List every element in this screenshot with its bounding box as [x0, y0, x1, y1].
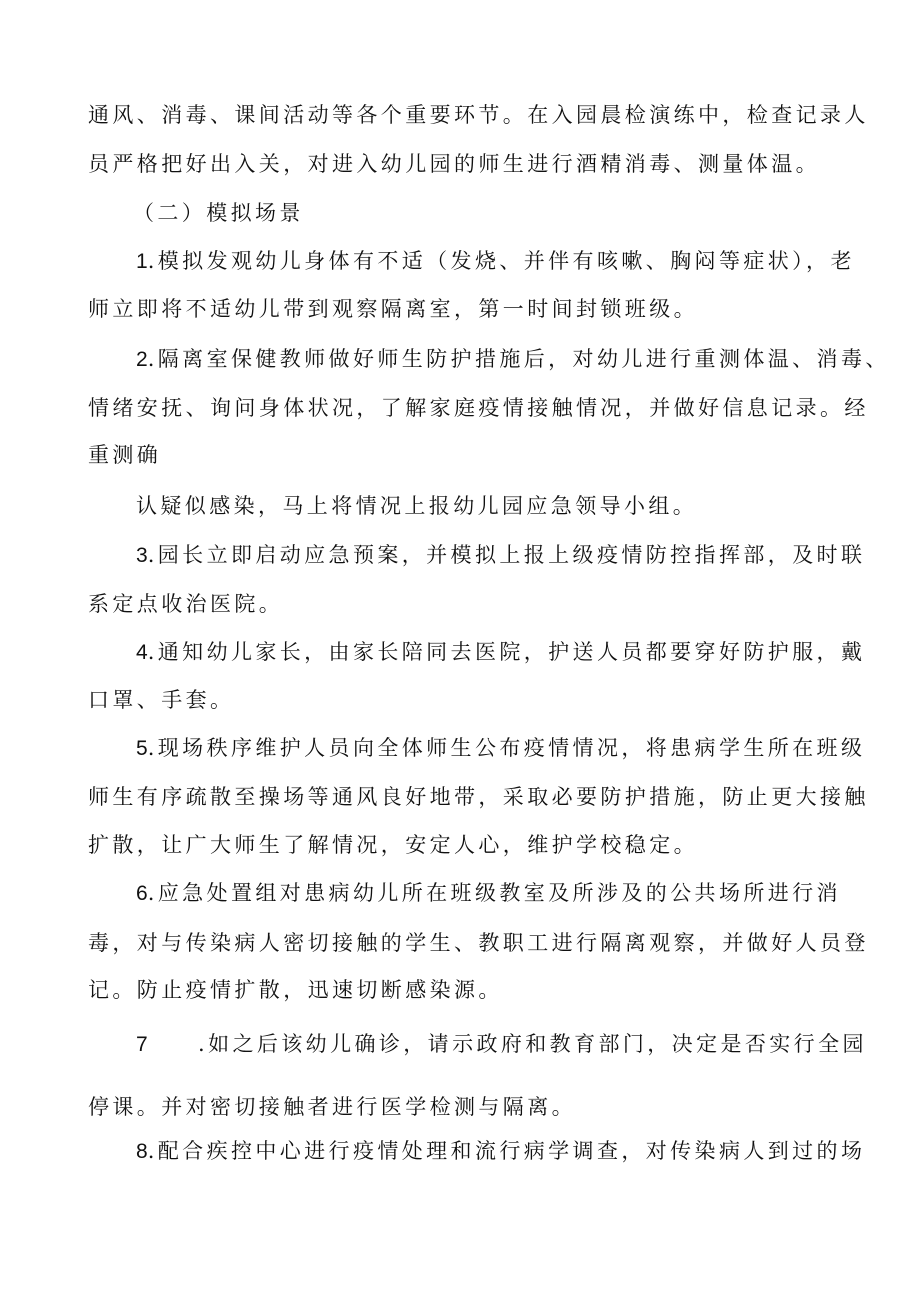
line-text: 员严格把好出入关，对进入幼儿园的师生进行酒精消毒、测量体温。 — [88, 152, 820, 176]
line-text: 通风、消毒、课间活动等各个重要环节。在入园晨检演练中，检查记录人 — [88, 103, 869, 127]
list-item — [136, 540, 865, 571]
line-text: .模拟发观幼儿身体有不适（发烧、并伴有咳嗽、胸闷等症状），老 — [147, 249, 855, 273]
item-number: 8 — [136, 1140, 148, 1163]
list-item — [136, 637, 865, 668]
line-text: .应急处置组对患病幼儿所在班级教室及所涉及的公共场所进行消 — [147, 881, 841, 905]
line-text: 情绪安抚、询问身体状况，了解家庭疫情接触情况，并做好信息记录。经 — [88, 396, 869, 420]
paragraph-line — [88, 100, 869, 130]
section-heading — [133, 198, 304, 228]
line-text: 认疑似感染，马上将情况上报幼儿园应急领导小组。 — [136, 494, 698, 518]
paragraph-line — [88, 589, 283, 619]
item-number: 5 — [136, 737, 148, 760]
list-item — [136, 344, 890, 375]
line-text: .园长立即启动应急预案，并模拟上报上级疫情防控指挥部，及时联 — [147, 543, 866, 567]
paragraph-line — [88, 782, 869, 812]
line-text: 师生有序疏散至操场等通风良好地带，采取必要防护措施，防止更大接触 — [88, 785, 869, 809]
line-text: 口罩、手套。 — [88, 688, 235, 712]
paragraph-line — [88, 830, 698, 860]
line-text: .现场秩序维护人员向全体师生公布疫情情况，将患病学生所在班级 — [147, 736, 866, 760]
paragraph-line — [88, 975, 503, 1005]
line-text: 系定点收治医院。 — [88, 592, 284, 616]
paragraph-line — [136, 491, 697, 521]
list-item — [136, 246, 855, 277]
line-text: 毒，对与传染病人密切接触的学生、教职工进行隔离观察，并做好人员登 — [88, 931, 869, 955]
line-text: 扩散，让广大师生了解情况，安定人心，维护学校稳定。 — [88, 833, 698, 857]
line-text: .如之后该幼儿确诊，请示政府和教育部门，决定是否实行全园 — [198, 1032, 867, 1056]
item-number: 7 — [136, 1033, 148, 1056]
paragraph-line — [88, 149, 820, 179]
line-text: 停课。并对密切接触者进行医学检测与隔离。 — [88, 1095, 576, 1119]
paragraph-line — [88, 1092, 576, 1122]
line-text: .通知幼儿家长，由家长陪同去医院，护送人员都要穿好防护服，戴 — [147, 640, 866, 664]
item-number: 2 — [136, 348, 148, 371]
list-item — [136, 1136, 865, 1167]
paragraph-line — [88, 294, 698, 324]
heading-text: （二）模拟场景 — [133, 201, 304, 225]
list-item — [136, 733, 865, 764]
line-text: .配合疾控中心进行疫情处理和流行病学调查，对传染病人到过的场 — [147, 1139, 866, 1163]
paragraph-line — [88, 440, 161, 470]
paragraph-line — [88, 685, 234, 715]
item-number: 6 — [136, 882, 148, 905]
list-item — [136, 1029, 867, 1060]
list-item — [136, 878, 841, 909]
item-number: 3 — [136, 544, 148, 567]
line-text: 师立即将不适幼儿带到观察隔离室，第一时间封锁班级。 — [88, 297, 698, 321]
paragraph-line — [88, 928, 869, 958]
line-text: 重测确 — [88, 443, 162, 467]
item-number: 1 — [136, 250, 148, 273]
line-text: 记。防止疫情扩散，迅速切断感染源。 — [88, 978, 503, 1002]
item-number: 4 — [136, 641, 148, 664]
line-text: .隔离室保健教师做好师生防护措施后，对幼儿进行重测体温、消毒、 — [147, 347, 890, 371]
paragraph-line — [88, 393, 869, 423]
